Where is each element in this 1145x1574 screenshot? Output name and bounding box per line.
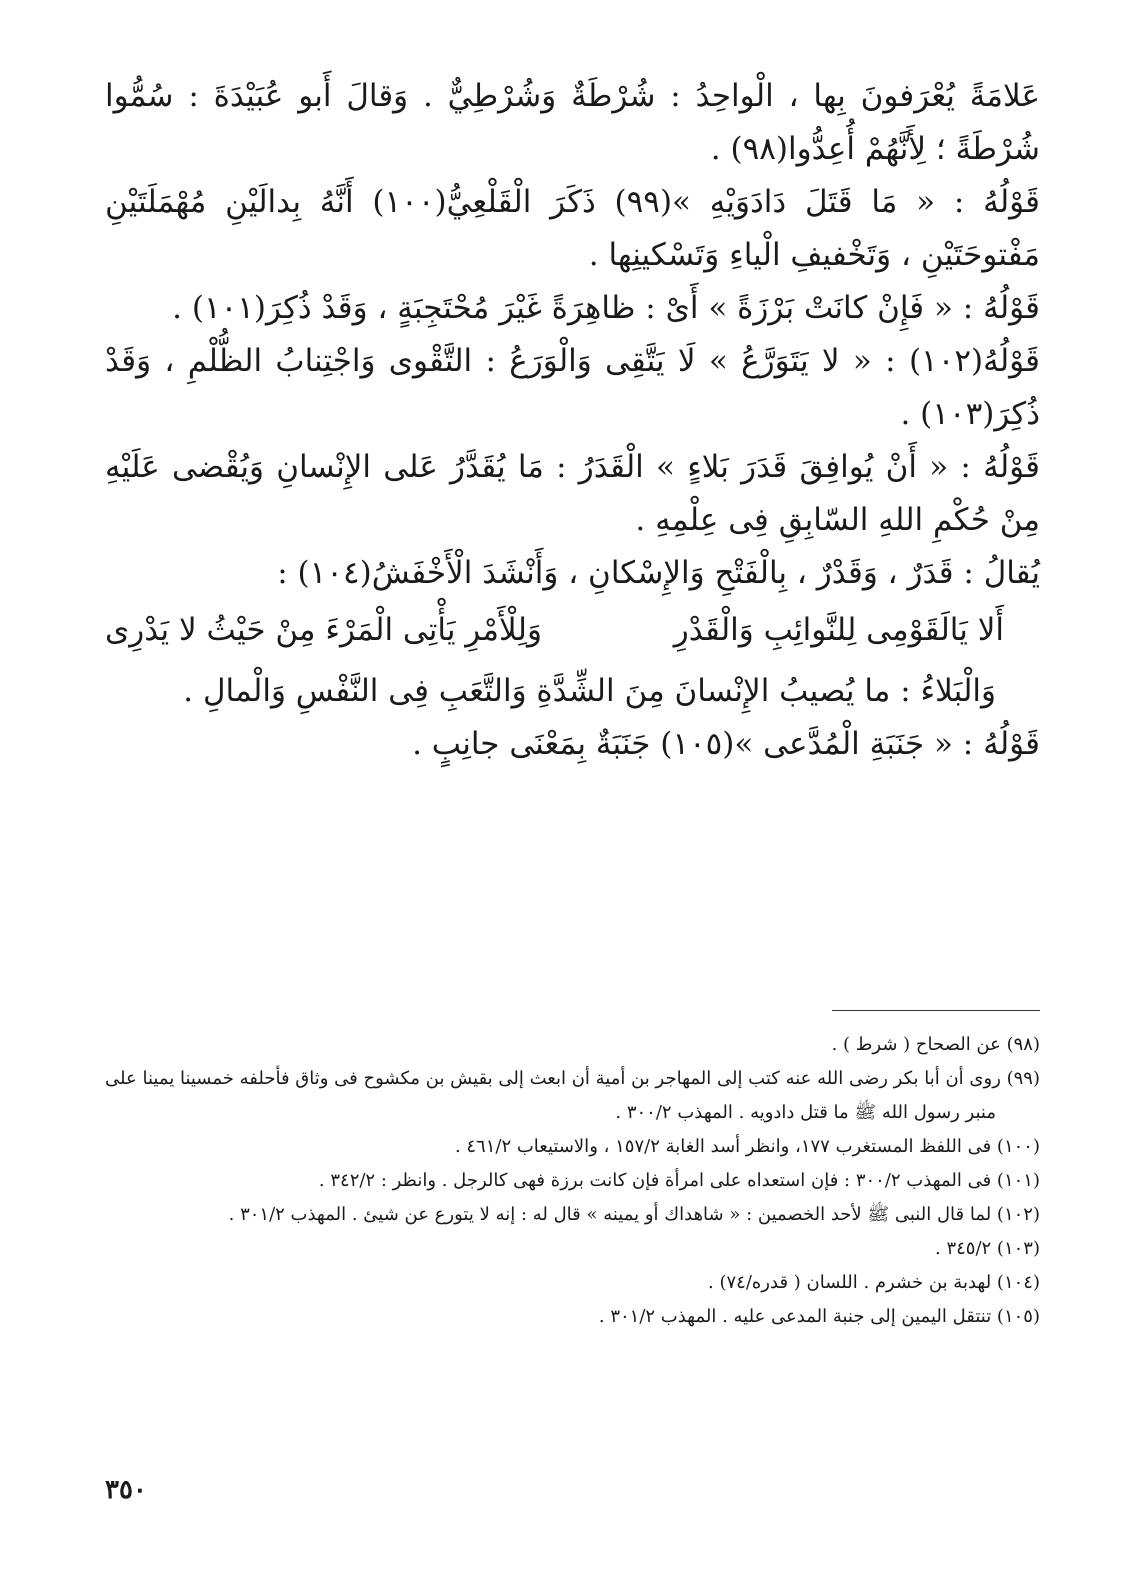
footnote-103: (١٠٣) ٣٤٥/٢ .	[935, 1238, 1040, 1259]
footnote-105: (١٠٥) تنتقل اليمين إلى جنبة المدعى عليه . المهذب ٣٠١/٢ .	[598, 1306, 1040, 1327]
footnote-104: (١٠٤) لهدبة بن خشرم . اللسان ( قدره/٧٤) .	[708, 1272, 1040, 1293]
footnote-98: (٩٨) عن الصحاح ( شرط ) .	[831, 1034, 1040, 1055]
verse-second-hemistich: وَلِلْأَمْرِ يَأْتِى الْمَرْءَ مِنْ حَيْثُ لا يَدْرِى	[105, 612, 542, 648]
main-text	[105, 70, 1040, 600]
verse-first-hemistich: أَلا يَالَقَوْمِى لِلنَّوائِبِ وَالْقَدْرِ	[673, 612, 1004, 648]
footnote-102: (١٠٢) لما قال النبى ﷺ لأحد الخصمين : « شاهداك أو يمينه » قال له : إنه لا يتورع عن شيئ . المهذب ٣٠١/٢ .	[228, 1204, 1040, 1225]
paragraph-1: عَلامَةً يُعْرَفونَ بِها ، الْواحِدُ : شُرْطَةٌ وَشُرْطِيٌّ . وَقالَ أَبو عُبَيْدَةَ : سُمُّوا شُرْطَةً ؛ لِأَنَّهُمْ أُعِدُّوا(٩٨) .	[105, 78, 1040, 167]
paragraph-2: قَوْلُهُ : « مَا قَتَلَ دَادَوَيْهِ »(٩٩) ذَكَرَ الْقَلْعِيُّ(١٠٠) أَنَّهُ بِدالَيْنِ مُهْمَلَتَيْنِ مَفْتوحَتَيْنِ ، وَتَخْفيفِ الْياءِ وَتَسْكينِها .	[105, 184, 1040, 273]
paragraph-5: قَوْلُهُ : « أَنْ يُوافِقَ قَدَرَ بَلاءٍ » الْقَدَرُ : مَا يُقَدَّرُ عَلى الإِنْسانِ وَيُقْضى عَلَيْهِ مِنْ حُكْمِ اللهِ السّابِقِ فِى عِلْمِهِ .	[105, 449, 1040, 538]
book-page	[105, 70, 1040, 1510]
page-number: ٣٥٠	[105, 1475, 147, 1505]
paragraph-7: وَالْبَلاءُ : ما يُصيبُ الإِنْسانَ مِنَ الشِّدَّةِ وَالتَّعَبِ فِى النَّفْسِ وَالْمالِ .	[183, 673, 996, 709]
paragraph-8: قَوْلُهُ : « جَنَبَةِ الْمُدَّعى »(١٠٥) جَنَبَةٌ بِمَعْنَى جانِبٍ .	[412, 726, 1040, 762]
footnote-100: (١٠٠) فى اللفظ المستغرب ١٧٧، وانظر أسد الغابة ١٥٧/٢ ، والاستيعاب ٤٦١/٢ .	[454, 1136, 1040, 1157]
paragraph-4: قَوْلُهُ(١٠٢) : « لا يَتَوَرَّعُ » لَا يَتَّقِى وَالْوَرَعُ : التَّقْوى وَاجْتِنابُ الظُّلْمِ ، وَقَدْ ذُكِرَ(١٠٣) .	[105, 343, 1040, 432]
footnote-99: (٩٩) روى أن أبا بكر رضى الله عنه كتب إلى المهاجر بن أمية أن ابعث إلى بقيش بن مكشوح فى وثاق فأحلفه خمسينا يمينا على منبر رسول الله ﷺ ما قتل دادويه . المهذب ٣٠٠/٢ .	[105, 1068, 1040, 1123]
footnotes	[105, 1028, 1040, 1334]
poem-verse	[105, 604, 1040, 657]
footnote-separator	[832, 1010, 1040, 1011]
main-text-continued	[105, 665, 1040, 771]
paragraph-3: قَوْلُهُ : « فَإِنْ كانَتْ بَرْزَةً » أَىْ : ظاهِرَةً غَيْرَ مُحْتَجِبَةٍ ، وَقَدْ ذُكِرَ(١٠١) .	[172, 290, 1040, 326]
paragraph-6: يُقالُ : قَدَرٌ ، وَقَدْرٌ ، بِالْفَتْحِ وَالإِسْكانِ ، وَأَنْشَدَ الْأَخْفَشُ(١٠٤) :	[277, 555, 1040, 591]
footnote-101: (١٠١) فى المهذب ٣٠٠/٢ : فإن استعداه على امرأة فإن كانت برزة فهى كالرجل . وانظر : ٣٤٢/٢ .	[318, 1170, 1040, 1191]
